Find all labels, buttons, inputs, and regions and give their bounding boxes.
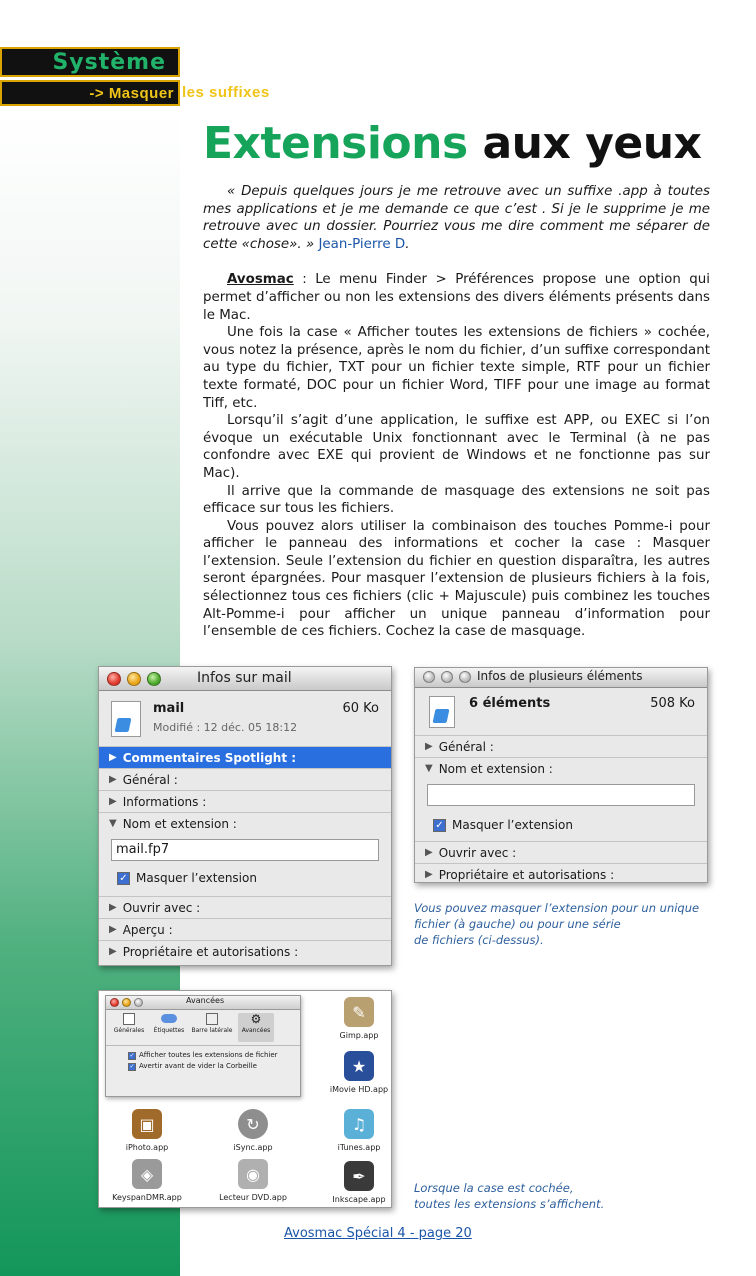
triangle-down-icon: ▼ (109, 818, 117, 829)
paragraph-4: Il arrive que la commande de masquage des extensions ne soit pas efficace sur tous les fichiers. (203, 483, 710, 517)
file-modified: Modifié : 12 déc. 05 18:12 (153, 721, 298, 734)
caption-line: de fichiers (ci-dessus). (414, 933, 544, 947)
isync-icon: ↻ (238, 1109, 268, 1139)
section-label: Propriétaire et autorisations : (438, 868, 615, 882)
section-label: Nom et extension : (122, 817, 237, 831)
itunes-icon: ♫ (344, 1109, 374, 1139)
file-icon (111, 701, 141, 737)
file-size: 60 Ko (342, 701, 379, 716)
section-open-with[interactable] (415, 842, 707, 864)
reader-quote (203, 183, 710, 253)
brand-name: Avosmac (227, 272, 294, 288)
items-size: 508 Ko (650, 696, 695, 711)
multiple-files-icon (429, 696, 455, 728)
triangle-right-icon: ▶ (109, 901, 117, 913)
section-label: Nom et extension : (438, 762, 553, 776)
section-label: Informations : (122, 794, 207, 809)
close-button[interactable] (423, 671, 435, 683)
keyspan-icon: ◈ (132, 1159, 162, 1189)
quote-text: « Depuis quelques jours je me retrouve avec un suffixe .app à toutes mes applications et je me demande ce que c’est . Si je le supprime je me retrouve avec un dossier. Pourriez vous me dire comment me séparer de cette «chose». » (203, 184, 710, 252)
page-title (203, 118, 701, 169)
warn-trash-option[interactable] (128, 1061, 300, 1072)
inkscape-icon: ✒ (344, 1161, 374, 1191)
file-summary (99, 691, 391, 747)
zoom-button[interactable] (459, 671, 471, 683)
hide-extension-label: Masquer l’extension (452, 818, 573, 832)
section-label: Commentaires Spotlight : (122, 750, 297, 765)
zoom-button[interactable] (134, 998, 143, 1007)
section-ownership[interactable] (415, 864, 707, 883)
section-preview[interactable] (99, 919, 391, 941)
section-label: Ouvrir avec : (438, 845, 517, 860)
tab-general[interactable] (110, 1013, 148, 1042)
title-green: Extensions (203, 118, 468, 169)
section-label-part1 (89, 85, 174, 102)
triangle-down-icon: ▼ (425, 763, 433, 774)
caption-line: fichier (à gauche) ou pour une série (414, 917, 621, 931)
article-body (203, 183, 710, 641)
section-spotlight[interactable] (99, 747, 391, 769)
gear-icon: ⚙ (250, 1012, 262, 1026)
section-name-extension[interactable] (99, 813, 391, 835)
minimize-button[interactable] (122, 998, 131, 1007)
app-label: iSync.app (233, 1143, 273, 1152)
section-label: Propriétaire et autorisations : (122, 945, 299, 959)
show-extensions-checkbox[interactable]: ✓ (129, 1051, 135, 1059)
window-title: Infos sur mail (197, 670, 292, 686)
imovie-icon: ★ (344, 1051, 374, 1081)
iphoto-icon: ▣ (132, 1109, 162, 1139)
items-count: 6 éléments (469, 696, 551, 711)
caption-line: Vous pouvez masquer l’extension pour un unique (414, 901, 700, 915)
filename-field[interactable] (427, 784, 695, 806)
window-titlebar (415, 668, 707, 688)
caption-line: Lorsque la case est cochée, (414, 1181, 574, 1195)
app-imovie[interactable] (315, 1051, 392, 1094)
hide-extension-checkbox[interactable]: ✓ (117, 872, 130, 885)
section-informations[interactable] (99, 791, 391, 813)
preferences-toolbar (106, 1010, 300, 1046)
tab-sidebar[interactable] (190, 1013, 234, 1042)
tab-label: Étiquettes (153, 1027, 185, 1034)
tab-label: Barre latérale (191, 1027, 233, 1034)
app-gimp[interactable] (315, 997, 392, 1040)
app-label: iMovie HD.app (329, 1085, 389, 1094)
paragraph-1-text: : Le menu Finder > Préférences propose une option qui permet d’afficher ou non les extensions des divers éléments présents dans le Mac. (203, 272, 710, 323)
hide-extension-option[interactable] (433, 818, 573, 832)
tab-advanced[interactable] (238, 1013, 274, 1042)
hide-extension-checkbox[interactable]: ✓ (433, 819, 446, 832)
minimize-button[interactable] (127, 672, 141, 686)
caption-info-windows (414, 900, 714, 948)
caption-finder (414, 1180, 714, 1212)
triangle-right-icon: ▶ (425, 740, 433, 752)
category-tag (0, 47, 180, 77)
paragraph-3: Lorsqu’il s’agit d’une application, le suffixe est APP, ou EXEC si l’on évoque un exécutable Unix fonctionnant avec le Terminal (à ne pas confondre avec EXE qui provient de Windows et ne fonctionne pas sur Mac). (203, 413, 710, 481)
label-icon (161, 1014, 177, 1023)
name-extension-panel (99, 835, 391, 897)
close-button[interactable] (110, 998, 119, 1007)
sidebar-icon (206, 1013, 218, 1025)
hide-extension-label: Masquer l’extension (136, 871, 257, 885)
app-iphoto[interactable] (103, 1109, 191, 1152)
section-open-with[interactable] (99, 897, 391, 919)
app-label: KeyspanDMR.app (112, 1193, 182, 1202)
quote-end: . (405, 236, 410, 252)
triangle-right-icon: ▶ (109, 795, 117, 807)
title-dark: aux yeux (482, 118, 702, 169)
info-window-mail (98, 666, 392, 966)
section-label: Aperçu : (122, 922, 173, 937)
section-label-part2: les suffixes (182, 84, 270, 101)
general-icon (123, 1013, 135, 1025)
dvd-player-icon: ◉ (238, 1159, 268, 1189)
preferences-title: Avancées (186, 996, 225, 1005)
close-button[interactable] (107, 672, 121, 686)
show-extensions-option[interactable] (128, 1050, 300, 1061)
triangle-right-icon: ▶ (109, 946, 117, 957)
triangle-right-icon: ▶ (425, 869, 433, 880)
page-footer (284, 1226, 472, 1241)
minimize-button[interactable] (441, 671, 453, 683)
triangle-right-icon: ▶ (109, 751, 117, 763)
triangle-right-icon: ▶ (425, 846, 433, 858)
section-general[interactable] (415, 736, 707, 758)
window-titlebar (99, 667, 391, 691)
app-inkscape[interactable] (315, 1161, 392, 1204)
triangle-right-icon: ▶ (109, 923, 117, 935)
filename-field[interactable]: mail.fp7 (111, 839, 379, 861)
app-label: Lecteur DVD.app (219, 1193, 287, 1202)
app-label: Gimp.app (339, 1031, 379, 1040)
preferences-options (106, 1046, 300, 1072)
paragraph-1 (203, 271, 710, 324)
items-summary (415, 688, 707, 736)
quote-author: Jean-Pierre D (318, 236, 406, 252)
app-label: iTunes.app (337, 1143, 381, 1152)
warn-trash-checkbox[interactable]: ✓ (129, 1062, 135, 1070)
file-name: mail (153, 701, 185, 716)
caption-line: toutes les extensions s’affichent. (414, 1197, 605, 1211)
info-window-multiple (414, 667, 708, 883)
section-arrow: -> (89, 85, 105, 102)
preferences-panel (105, 995, 301, 1097)
section-tag (0, 80, 180, 106)
section-label: Général : (122, 772, 178, 787)
app-dvd-player[interactable] (209, 1159, 297, 1202)
name-extension-panel (415, 780, 707, 842)
hide-extension-option[interactable] (117, 871, 257, 885)
section-label: Ouvrir avec : (122, 900, 201, 915)
finder-window (98, 990, 392, 1208)
footer-text: Avosmac Spécial 4 - page 20 (284, 1226, 472, 1241)
app-keyspan[interactable] (103, 1159, 191, 1202)
section-name-extension[interactable] (415, 758, 707, 780)
app-isync[interactable] (209, 1109, 297, 1152)
section-label: Général : (438, 739, 494, 754)
section-ownership[interactable] (99, 941, 391, 963)
preferences-titlebar (106, 996, 300, 1010)
paragraph-2: Une fois la case « Afficher toutes les extensions de fichiers » cochée, vous notez la présence, après le nom du fichier, d’un suffixe correspondant au type du fichier, TXT pour un fichier texte simple, RTF pour un fichier texte formaté, DOC pour un fichier Word, TIFF pour une image au format Tiff, etc. (203, 325, 710, 411)
triangle-right-icon: ▶ (109, 773, 117, 785)
app-label: iPhoto.app (125, 1143, 169, 1152)
section-general[interactable] (99, 769, 391, 791)
gimp-icon: ✎ (344, 997, 374, 1027)
paragraph-5: Vous pouvez alors utiliser la combinaison des touches Pomme-i pour afficher le panneau des informations et cocher la case : Masquer l’extension. Seule l’extension du fichier en question disparaîtra, les autres seront épargnées. Pour masquer l’extension de plusieurs fichiers à la fois, sélectionnez tous ces fichiers (clic + Majuscule) puis combinez les touches Alt-Pomme-i pour afficher un unique panneau d’information pour l’ensemble de ces fichiers. Cochez la case de masquage. (203, 518, 710, 640)
zoom-button[interactable] (147, 672, 161, 686)
tab-label: Générales (113, 1027, 145, 1034)
window-title: Infos de plusieurs éléments (477, 669, 643, 683)
option-label: Afficher toutes les extensions de fichier (139, 1051, 278, 1059)
tab-label: Avancées (241, 1027, 271, 1034)
app-itunes[interactable] (315, 1109, 392, 1152)
app-label: Inkscape.app (332, 1195, 386, 1204)
category-label: Système (52, 50, 166, 75)
section-label-word: Masquer (108, 85, 174, 102)
tab-labels[interactable] (152, 1013, 186, 1042)
option-label: Avertir avant de vider la Corbeille (139, 1062, 257, 1070)
